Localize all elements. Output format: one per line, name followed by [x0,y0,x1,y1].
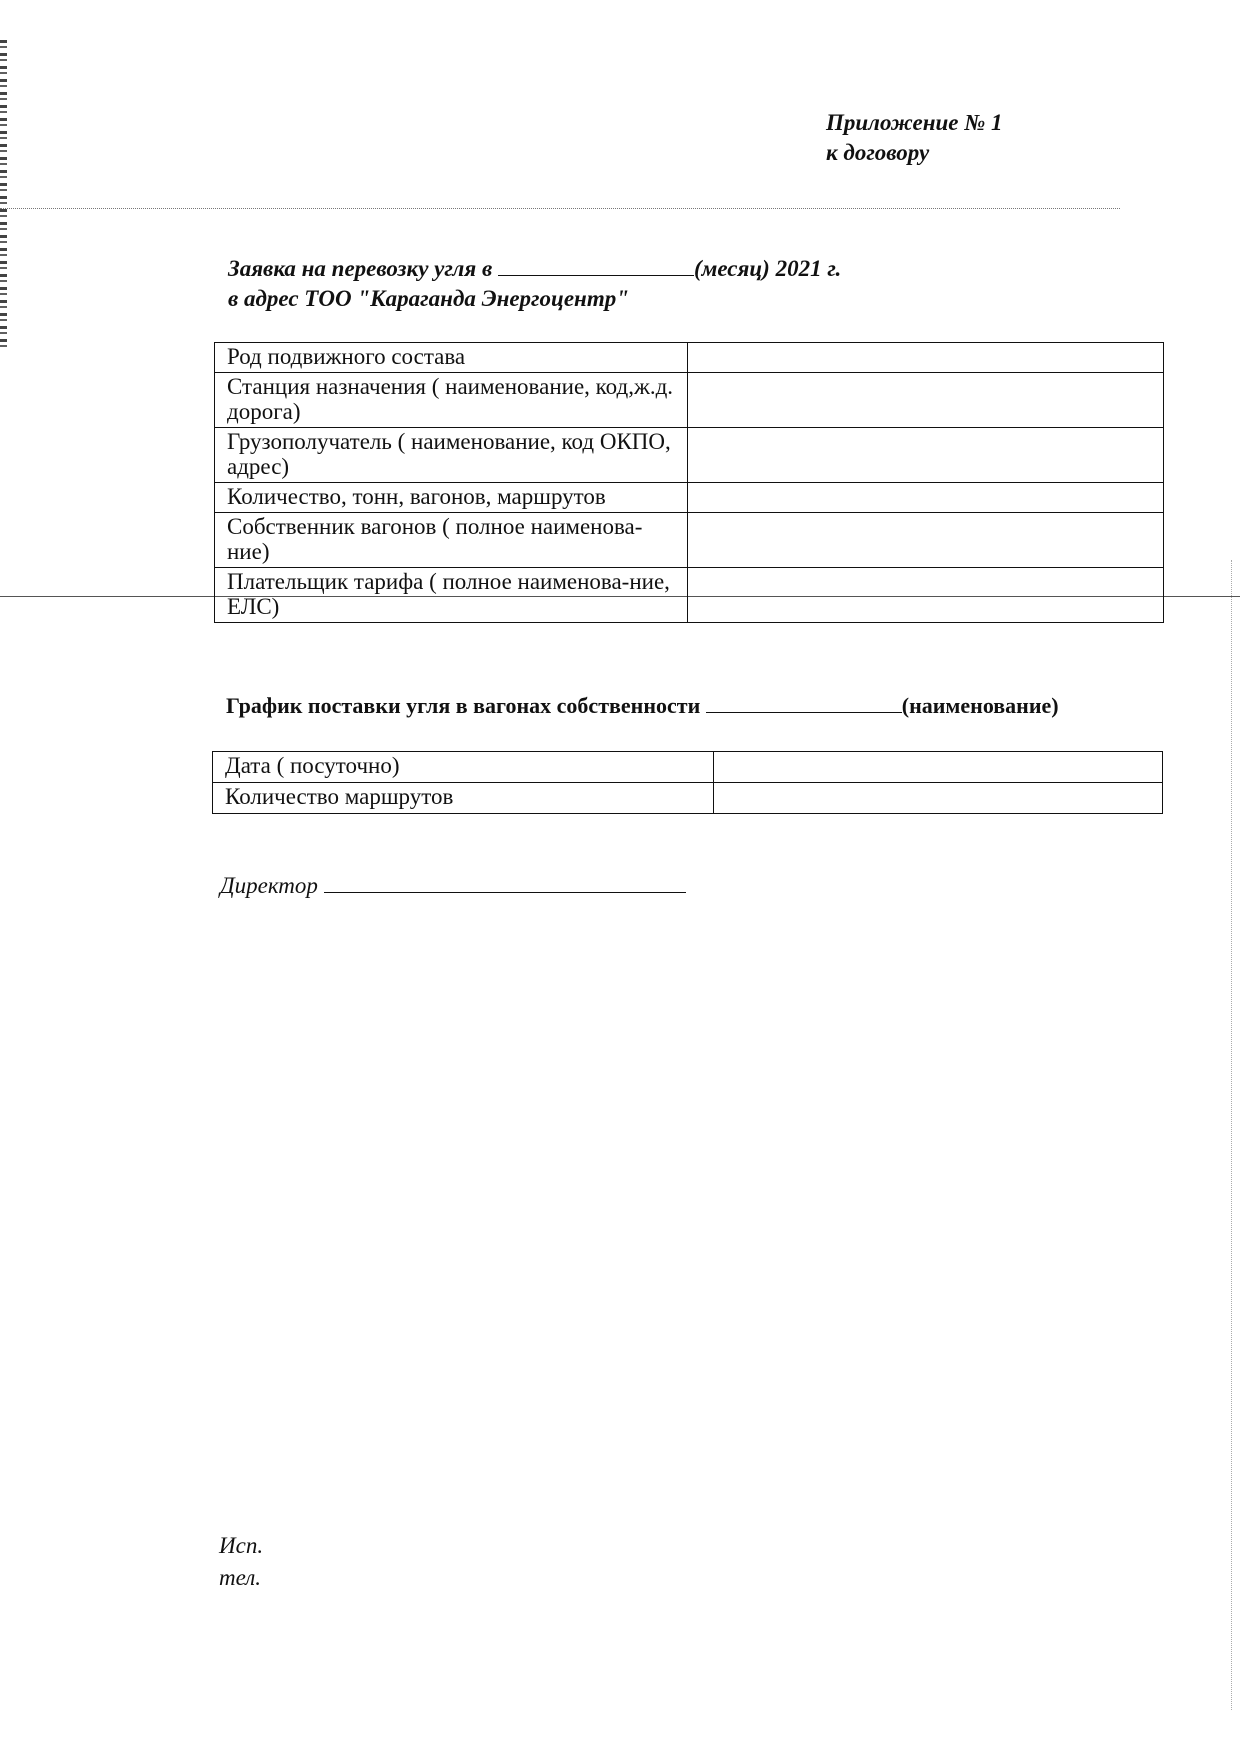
schedule-title-suffix: (наименование) [901,693,1059,718]
owner-blank-field[interactable] [706,692,902,713]
table-row [215,513,1164,568]
row-value-cell[interactable] [688,428,1164,483]
row-label: Плательщик тарифа ( полное наименова-ние, ЕЛС) [215,568,688,623]
row-value-cell[interactable] [688,513,1164,568]
row-label: Количество, тонн, вагонов, маршрутов [215,483,688,513]
schedule-title-prefix: График поставки угля в вагонах собственности [226,693,701,718]
director-signature [220,872,686,899]
month-blank-field[interactable] [498,255,694,276]
scan-line-artifact [1231,560,1232,1710]
row-label: Количество маршрутов [213,783,714,814]
table-row [215,373,1164,428]
scan-edge-artifact [0,40,7,350]
schedule-title [226,692,1059,719]
delivery-schedule-table [212,751,1163,814]
request-address: в адрес ТОО "Караганда Энергоцентр" [228,286,629,311]
appendix-header [826,108,1003,168]
director-signature-field[interactable] [324,872,686,893]
table-row [213,783,1163,814]
row-label: Станция назначения ( наименование, код,ж.д. дорога) [215,373,688,428]
table-row [215,428,1164,483]
executor-label: Исп. [219,1533,264,1558]
footer-notes [219,1530,263,1594]
row-label: Дата ( посуточно) [213,752,714,783]
row-value-cell[interactable] [714,752,1163,783]
row-label: Собственник вагонов ( полное наименова-ние) [215,513,688,568]
scan-line-artifact [0,208,1120,209]
row-value-cell[interactable] [688,343,1164,373]
request-title [228,254,841,314]
appendix-contract-ref: к договору [826,140,930,165]
row-value-cell[interactable] [688,483,1164,513]
table-row [215,483,1164,513]
table-row [215,343,1164,373]
appendix-number: Приложение № 1 [826,110,1003,135]
row-value-cell[interactable] [688,373,1164,428]
row-value-cell[interactable] [714,783,1163,814]
row-value-cell[interactable] [688,568,1164,623]
phone-label: тел. [219,1565,262,1590]
transport-request-table [214,342,1164,623]
request-title-prefix: Заявка на перевозку угля в [228,256,493,281]
row-label: Грузополучатель ( наименование, код ОКПО, адрес) [215,428,688,483]
request-title-suffix: (месяц) 2021 г. [693,256,842,281]
row-label: Род подвижного состава [215,343,688,373]
table-row [213,752,1163,783]
table-row [215,568,1164,623]
director-label: Директор [220,873,318,898]
